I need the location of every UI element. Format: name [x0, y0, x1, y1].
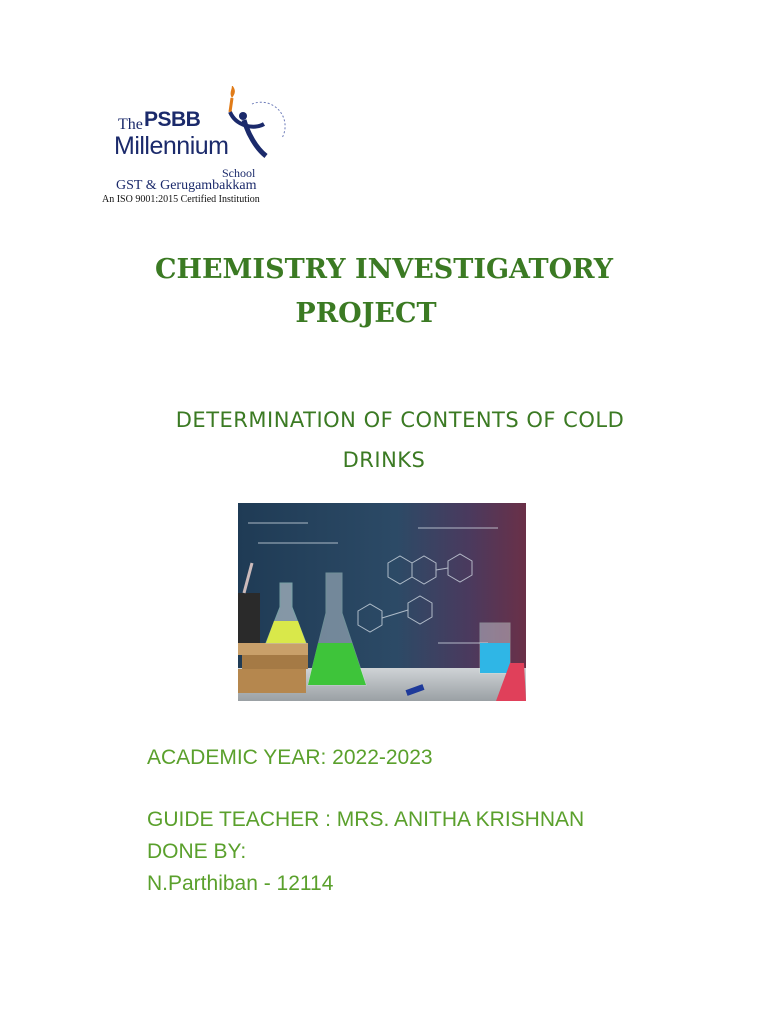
- school-logo: [104, 86, 290, 208]
- project-title-line1: CHEMISTRY INVESTIGATORY: [154, 254, 614, 285]
- guide-teacher: GUIDE TEACHER : MRS. ANITHA KRISHNAN: [147, 808, 585, 831]
- done-by-label: DONE BY:: [147, 840, 247, 863]
- project-title-line2: PROJECT: [295, 298, 437, 329]
- logo-certification: An ISO 9001:2015 Certified Institution: [102, 194, 260, 205]
- logo-school: School: [222, 166, 256, 180]
- chemistry-lab-image: [238, 503, 526, 701]
- logo-campus: GST & Gerugambakkam: [116, 178, 257, 193]
- academic-year: ACADEMIC YEAR: 2022-2023: [147, 746, 433, 769]
- project-subtitle-line2: DRINKS: [342, 448, 426, 472]
- logo-millennium: Millennium: [114, 132, 229, 160]
- logo-the: The: [118, 116, 143, 133]
- logo-name: PSBB: [144, 108, 201, 131]
- project-subtitle-line1: DETERMINATION OF CONTENTS OF COLD: [175, 408, 625, 432]
- student-name: N.Parthiban - 12114: [147, 872, 334, 895]
